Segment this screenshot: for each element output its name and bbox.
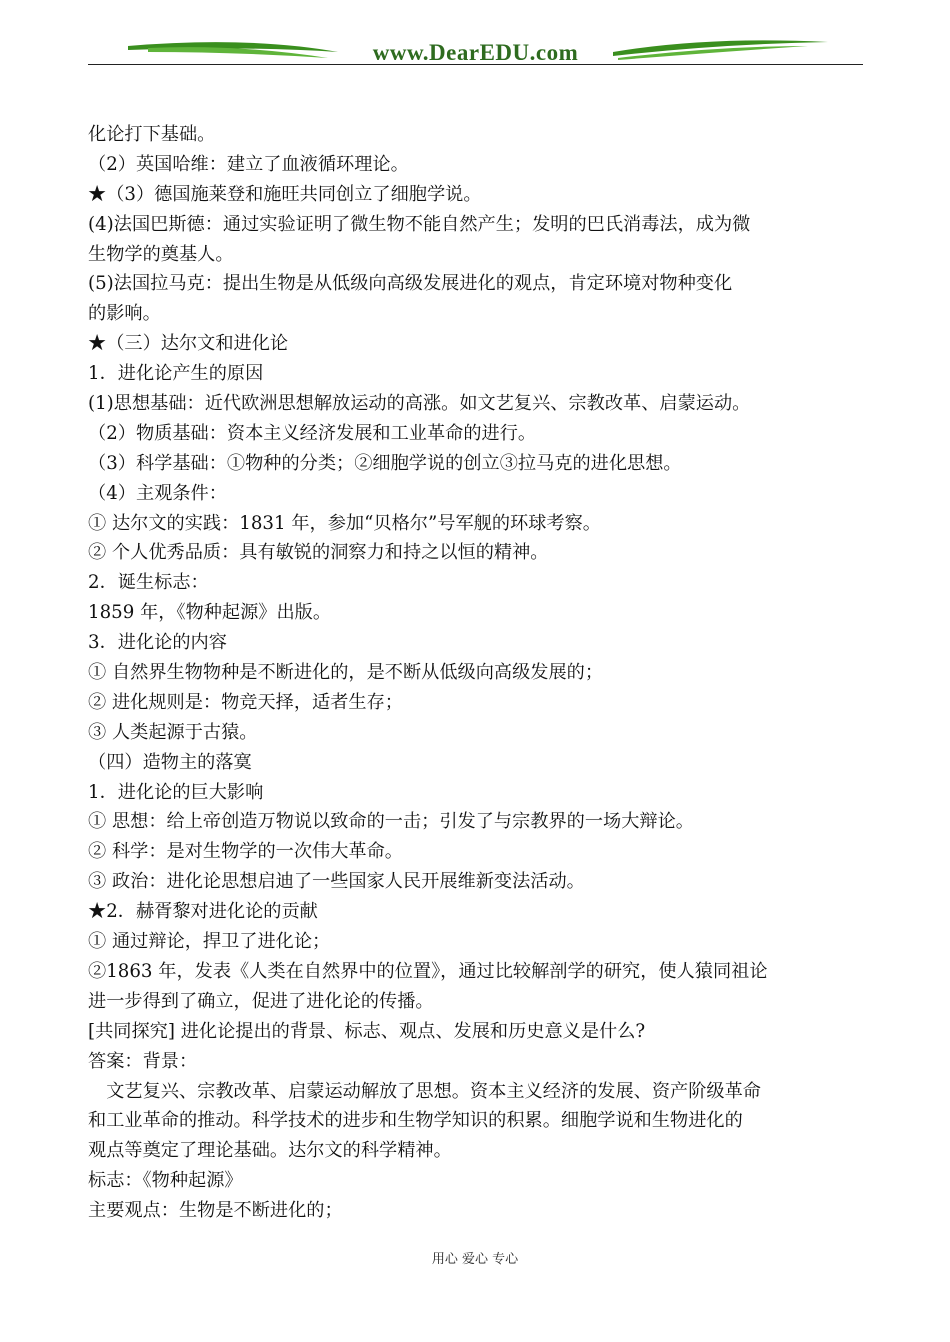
text-line: （4）主观条件： [88,482,227,504]
text-line: ② 个人优秀品质：具有敏锐的洞察力和持之以恒的精神。 [88,542,549,564]
text-line: ① 自然界生物物种是不断进化的，是不断从低级向高级发展的； [88,662,604,684]
text-line: （2）物质基础：资本主义经济发展和工业革命的进行。 [88,422,537,444]
text-line: ① 通过辩论，捍卫了进化论； [88,931,331,953]
text-line: 文艺复兴、宗教改革、启蒙运动解放了思想。资本主义经济的发展、资产阶级革命 [88,1080,761,1102]
section-heading: （四）造物主的落寞 [88,751,252,773]
text-line: 2．诞生标志： [88,572,209,594]
text-line: (1)思想基础：近代欧洲思想解放运动的高涨。如文艺复兴、宗教改革、启蒙运动。 [88,393,751,415]
section-heading: ★（三）达尔文和进化论 [88,333,289,355]
text-line: ★（3）德国施莱登和施旺共同创立了细胞学说。 [88,183,482,205]
text-line: 和工业革命的推动。科学技术的进步和生物学知识的积累。细胞学说和生物进化的 [88,1110,743,1132]
text-line: [共同探究] 进化论提出的背景、标志、观点、发展和历史意义是什么? [88,1020,646,1042]
text-line: 观点等奠定了理论基础。达尔文的科学精神。 [88,1140,452,1162]
text-line: 化论打下基础。 [88,124,216,145]
text-line: ②1863 年，发表《人类在自然界中的位置》，通过比较解剖学的研究，使人猿同祖论 [88,960,768,982]
text-line: ② 科学：是对生物学的一次伟大革命。 [88,841,403,863]
text-line: 生物学的奠基人。 [88,243,234,265]
page-header [88,28,863,72]
text-line: ① 思想：给上帝创造万物说以致命的一击；引发了与宗教界的一场大辩论。 [88,811,694,833]
document-body [88,120,865,1226]
text-line: （2）英国哈维：建立了血液循环理论。 [88,153,409,175]
header-rule [88,64,863,65]
text-line: ① 达尔文的实践：1831 年，参加“贝格尔”号军舰的环球考察。 [88,512,601,534]
page-footer: 用心 爱心 专心 [431,1252,519,1267]
text-line: 的影响。 [88,303,161,325]
text-line: ③ 人类起源于古猿。 [88,721,258,743]
text-line: ② 进化规则是：物竞天择，适者生存； [88,691,403,713]
text-line: (4)法国巴斯德：通过实验证明了微生物不能自然产生；发明的巴氏消毒法，成为微 [88,213,751,235]
text-line: 主要观点：生物是不断进化的； [88,1200,343,1222]
text-line: ★2．赫胥黎对进化论的贡献 [88,901,318,923]
text-line: 答案：背景： [88,1050,198,1072]
text-line: 1．进化论的巨大影响 [88,781,264,803]
text-line: 1859 年，《物种起源》出版。 [88,602,332,624]
site-logo-text: www.DearEDU.com [372,40,579,65]
text-line: 进一步得到了确立，促进了进化论的传播。 [88,990,434,1012]
text-line: （3）科学基础：①物种的分类；②细胞学说的创立③拉马克的进化思想。 [88,452,682,474]
text-line: 1．进化论产生的原因 [88,363,264,385]
text-line: 标志：《物种起源》 [88,1170,243,1192]
text-line: 3．进化论的内容 [88,632,227,654]
text-line: (5)法国拉马克：提出生物是从低级向高级发展进化的观点，肯定环境对物种变化 [88,273,733,295]
text-line: ③ 政治：进化论思想启迪了一些国家人民开展维新变法活动。 [88,871,585,893]
